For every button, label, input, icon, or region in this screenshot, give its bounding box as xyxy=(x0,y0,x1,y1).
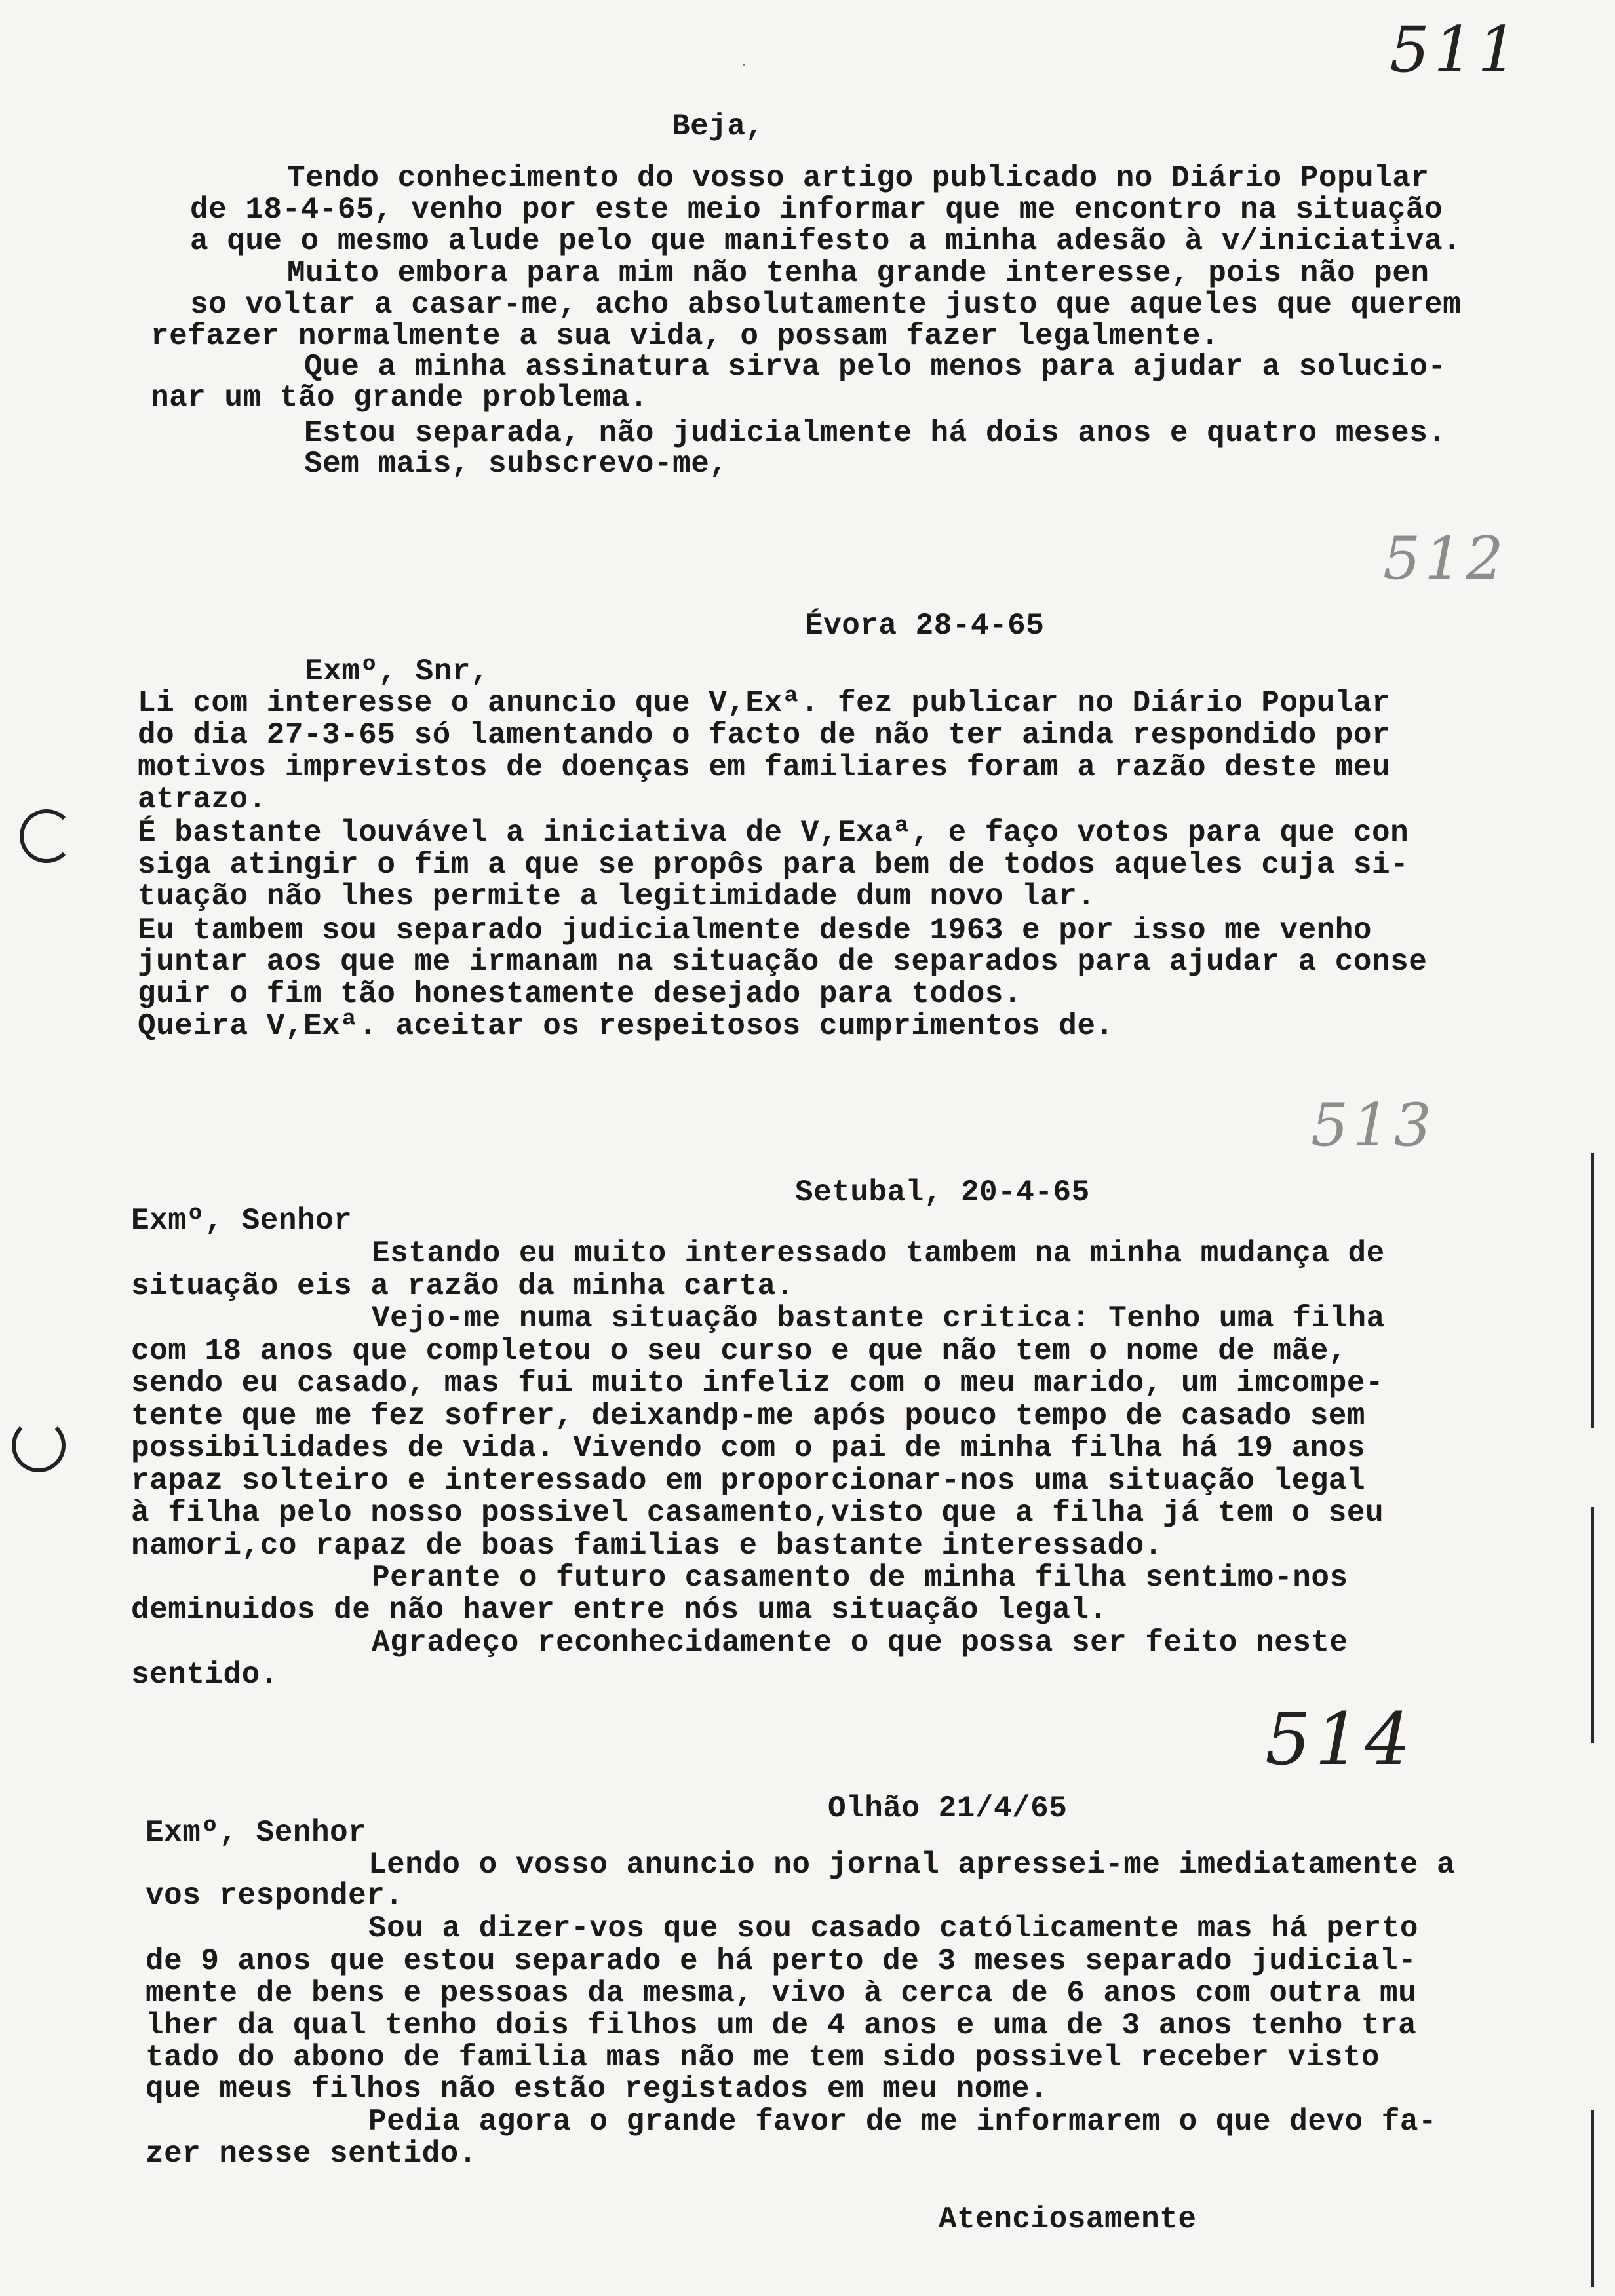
letter-place: Beja, xyxy=(672,109,764,144)
letter-closing: Atenciosamente xyxy=(939,2202,1197,2236)
letter-line: zer nesse sentido. xyxy=(146,2137,477,2171)
punch-hole-top xyxy=(20,809,73,863)
letter-line: Pedia agora o grande favor de me informarem o que devo fa- xyxy=(368,2105,1437,2139)
letter-place-date: Évora 28-4-65 xyxy=(805,609,1045,643)
handwritten-number-512: 512 xyxy=(1383,524,1508,593)
letter-place-date: Setubal, 20-4-65 xyxy=(795,1176,1090,1210)
letter-line: Eu tambem sou separado judicialmente desde 1963 e por isso me venho xyxy=(138,913,1372,947)
letter-line: rapaz solteiro e interessado em proporcionar-nos uma situação legal xyxy=(131,1464,1366,1498)
letter-line: Sou a dizer-vos que sou casado católicamente mas há perto xyxy=(368,1911,1418,1945)
handwritten-number-514: 514 xyxy=(1265,1697,1414,1781)
letter-line: vos responder. xyxy=(146,1879,404,1913)
handwritten-number-513: 513 xyxy=(1311,1091,1435,1160)
letter-line: Sem mais, subscrevo-me, xyxy=(304,447,728,481)
punch-hole-bottom xyxy=(12,1419,66,1472)
letter-line: Queira V,Exª. aceitar os respeitosos cumprimentos de. xyxy=(138,1009,1114,1043)
scan-edge-line xyxy=(1591,2110,1594,2287)
letter-line: namori,co rapaz de boas familias e bastante interessado. xyxy=(131,1529,1163,1563)
letter-place-date: Olhão 21/4/65 xyxy=(828,1791,1068,1826)
letter-line: de 18-4-65, venho por este meio informar que me encontro na situação xyxy=(190,193,1443,227)
letter-line: Perante o futuro casamento de minha filha sentimo-nos xyxy=(372,1561,1348,1595)
letter-line: deminuidos de não haver entre nós uma situação legal. xyxy=(131,1593,1108,1627)
letter-line: Muito embora para mim não tenha grande interesse, pois não pen xyxy=(287,256,1430,290)
letter-line: Agradeço reconhecidamente o que possa ser feito neste xyxy=(372,1626,1348,1660)
letter-line: tente que me fez sofrer, deixandp-me após pouco tempo de casado sem xyxy=(131,1399,1366,1433)
letter-line: Estou separada, não judicialmente há dois anos e quatro meses. xyxy=(304,416,1447,450)
letter-line: siga atingir o fim a que se propôs para bem de todos aqueles cuja si- xyxy=(138,848,1409,882)
letter-line: situação eis a razão da minha carta. xyxy=(131,1269,794,1303)
letter-line: Vejo-me numa situação bastante critica: Tenho uma filha xyxy=(372,1301,1385,1335)
letter-salutation: Exmº, Snr, xyxy=(305,655,490,689)
letter-line: tado do abono de familia mas não me tem sido possivel receber visto xyxy=(146,2040,1380,2075)
letter-line: atrazo. xyxy=(138,782,267,816)
letter-line: de 9 anos que estou separado e há perto de 3 meses separado judicial- xyxy=(146,1944,1417,1978)
letter-line: que meus filhos não estão registados em meu nome. xyxy=(146,2072,1049,2106)
letter-line: nar um tão grande problema. xyxy=(151,381,648,415)
letter-line: so voltar a casar-me, acho absolutamente justo que aqueles que querem xyxy=(190,288,1462,322)
letter-line: possibilidades de vida. Vivendo com o pai de minha filha há 19 anos xyxy=(131,1431,1366,1465)
letter-line: lher da qual tenho dois filhos um de 4 anos e uma de 3 anos tenho tra xyxy=(146,2008,1417,2042)
letter-line: É bastante louvável a iniciativa de V,Exaª, e faço votos para que con xyxy=(138,816,1409,850)
letter-line: sentido. xyxy=(131,1658,279,1692)
letter-line: Lendo o vosso anuncio no jornal apressei-me imediatamente a xyxy=(368,1848,1456,1882)
handwritten-number-511: 511 xyxy=(1390,13,1522,86)
letter-line: a que o mesmo alude pelo que manifesto a minha adesão à v/iniciativa. xyxy=(190,224,1462,258)
letter-line: refazer normalmente a sua vida, o possam fazer legalmente. xyxy=(151,319,1220,353)
letter-line: Estando eu muito interessado tambem na minha mudança de xyxy=(372,1236,1385,1271)
scan-edge-line xyxy=(1591,1153,1594,1428)
letter-line: guir o fim tão honestamente desejado para todos. xyxy=(138,977,1022,1011)
letter-line: Li com interesse o anuncio que V,Exª. fez publicar no Diário Popular xyxy=(138,686,1391,720)
letter-line: mente de bens e pessoas da mesma, vivo à cerca de 6 anos com outra mu xyxy=(146,1976,1417,2010)
letter-line: motivos imprevistos de doenças em familiares foram a razão deste meu xyxy=(138,750,1391,784)
letter-salutation: Exmº, Senhor xyxy=(146,1816,367,1850)
letter-line: Tendo conhecimento do vosso artigo publicado no Diário Popular xyxy=(287,161,1430,195)
letter-line: com 18 anos que completou o seu curso e que não tem o nome de mãe, xyxy=(131,1334,1347,1368)
scan-speck xyxy=(743,64,745,66)
letter-line: juntar aos que me irmanam na situação de separados para ajudar a conse xyxy=(138,945,1428,979)
letter-line: tuação não lhes permite a legitimidade dum novo lar. xyxy=(138,879,1096,913)
letter-line: Que a minha assinatura sirva pelo menos para ajudar a solucio- xyxy=(304,350,1447,384)
letter-line: do dia 27-3-65 só lamentando o facto de não ter ainda respondido por xyxy=(138,718,1391,752)
scan-edge-line xyxy=(1591,1507,1594,1743)
letter-salutation: Exmº, Senhor xyxy=(131,1204,353,1238)
letter-line: à filha pelo nosso possivel casamento,visto que a filha já tem o seu xyxy=(131,1496,1384,1530)
letter-line: sendo eu casado, mas fui muito infeliz com o meu marido, um imcompe- xyxy=(131,1366,1384,1400)
